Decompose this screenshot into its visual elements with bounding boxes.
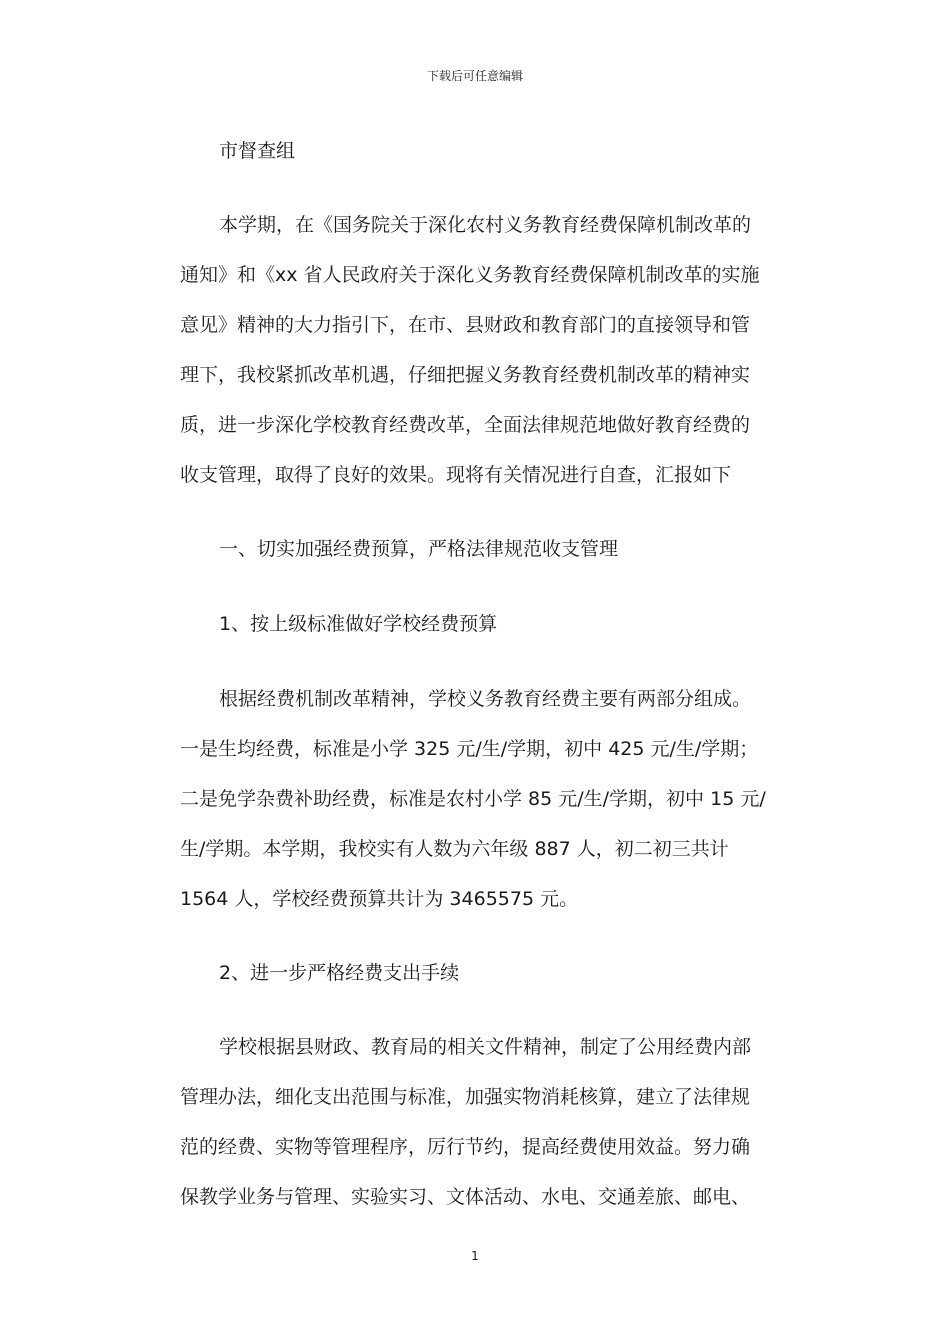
paragraph-line: 保教学业务与管理、实验实习、文体活动、水电、交通差旅、邮电、 — [180, 1186, 751, 1208]
paragraph-line: 本学期，在《国务院关于深化农村义务教育经费保障机制改革的 — [219, 214, 752, 236]
paragraph-line: 范的经费、实物等管理程序，厉行节约，提高经费使用效益。努力确 — [180, 1136, 751, 1158]
section-heading: 一、切实加强经费预算，严格法律规范收支管理 — [219, 538, 619, 560]
paragraph-line: 通知》和《xx 省人民政府关于深化义务教育经费保障机制改革的实施 — [180, 264, 760, 286]
paragraph-line: 一是生均经费，标准是小学 325 元/生/学期，初中 425 元/生/学期； — [180, 738, 759, 760]
paragraph-line: 学校根据县财政、教育局的相关文件精神，制定了公用经费内部 — [219, 1036, 752, 1058]
page-number: 1 — [471, 1249, 479, 1263]
subsection-heading: 1、按上级标准做好学校经费预算 — [219, 613, 498, 635]
paragraph-line: 根据经费机制改革精神，学校义务教育经费主要有两部分组成。 — [219, 688, 752, 710]
paragraph-line: 质，进一步深化学校教育经费改革，全面法律规范地做好教育经费的 — [180, 414, 751, 436]
paragraph-line: 生/学期。本学期，我校实有人数为六年级 887 人，初二初三共计 — [180, 838, 729, 860]
paragraph-line: 二是免学杂费补助经费，标准是农村小学 85 元/生/学期，初中 15 元/ — [180, 788, 766, 810]
header-note: 下载后可任意编辑 — [426, 69, 523, 83]
paragraph-line: 管理办法，细化支出范围与标准，加强实物消耗核算，建立了法律规 — [180, 1086, 751, 1108]
paragraph-line: 1564 人，学校经费预算共计为 3465575 元。 — [180, 888, 579, 910]
paragraph-line: 收支管理，取得了良好的效果。现将有关情况进行自查，汇报如下 — [180, 464, 732, 486]
addressee-line: 市督查组 — [219, 140, 296, 162]
subsection-heading: 2、进一步严格经费支出手续 — [219, 962, 460, 984]
paragraph-line: 理下，我校紧抓改革机遇，仔细把握义务教育经费机制改革的精神实 — [180, 364, 751, 386]
paragraph-line: 意见》精神的大力指引下，在市、县财政和教育部门的直接领导和管 — [180, 314, 751, 336]
